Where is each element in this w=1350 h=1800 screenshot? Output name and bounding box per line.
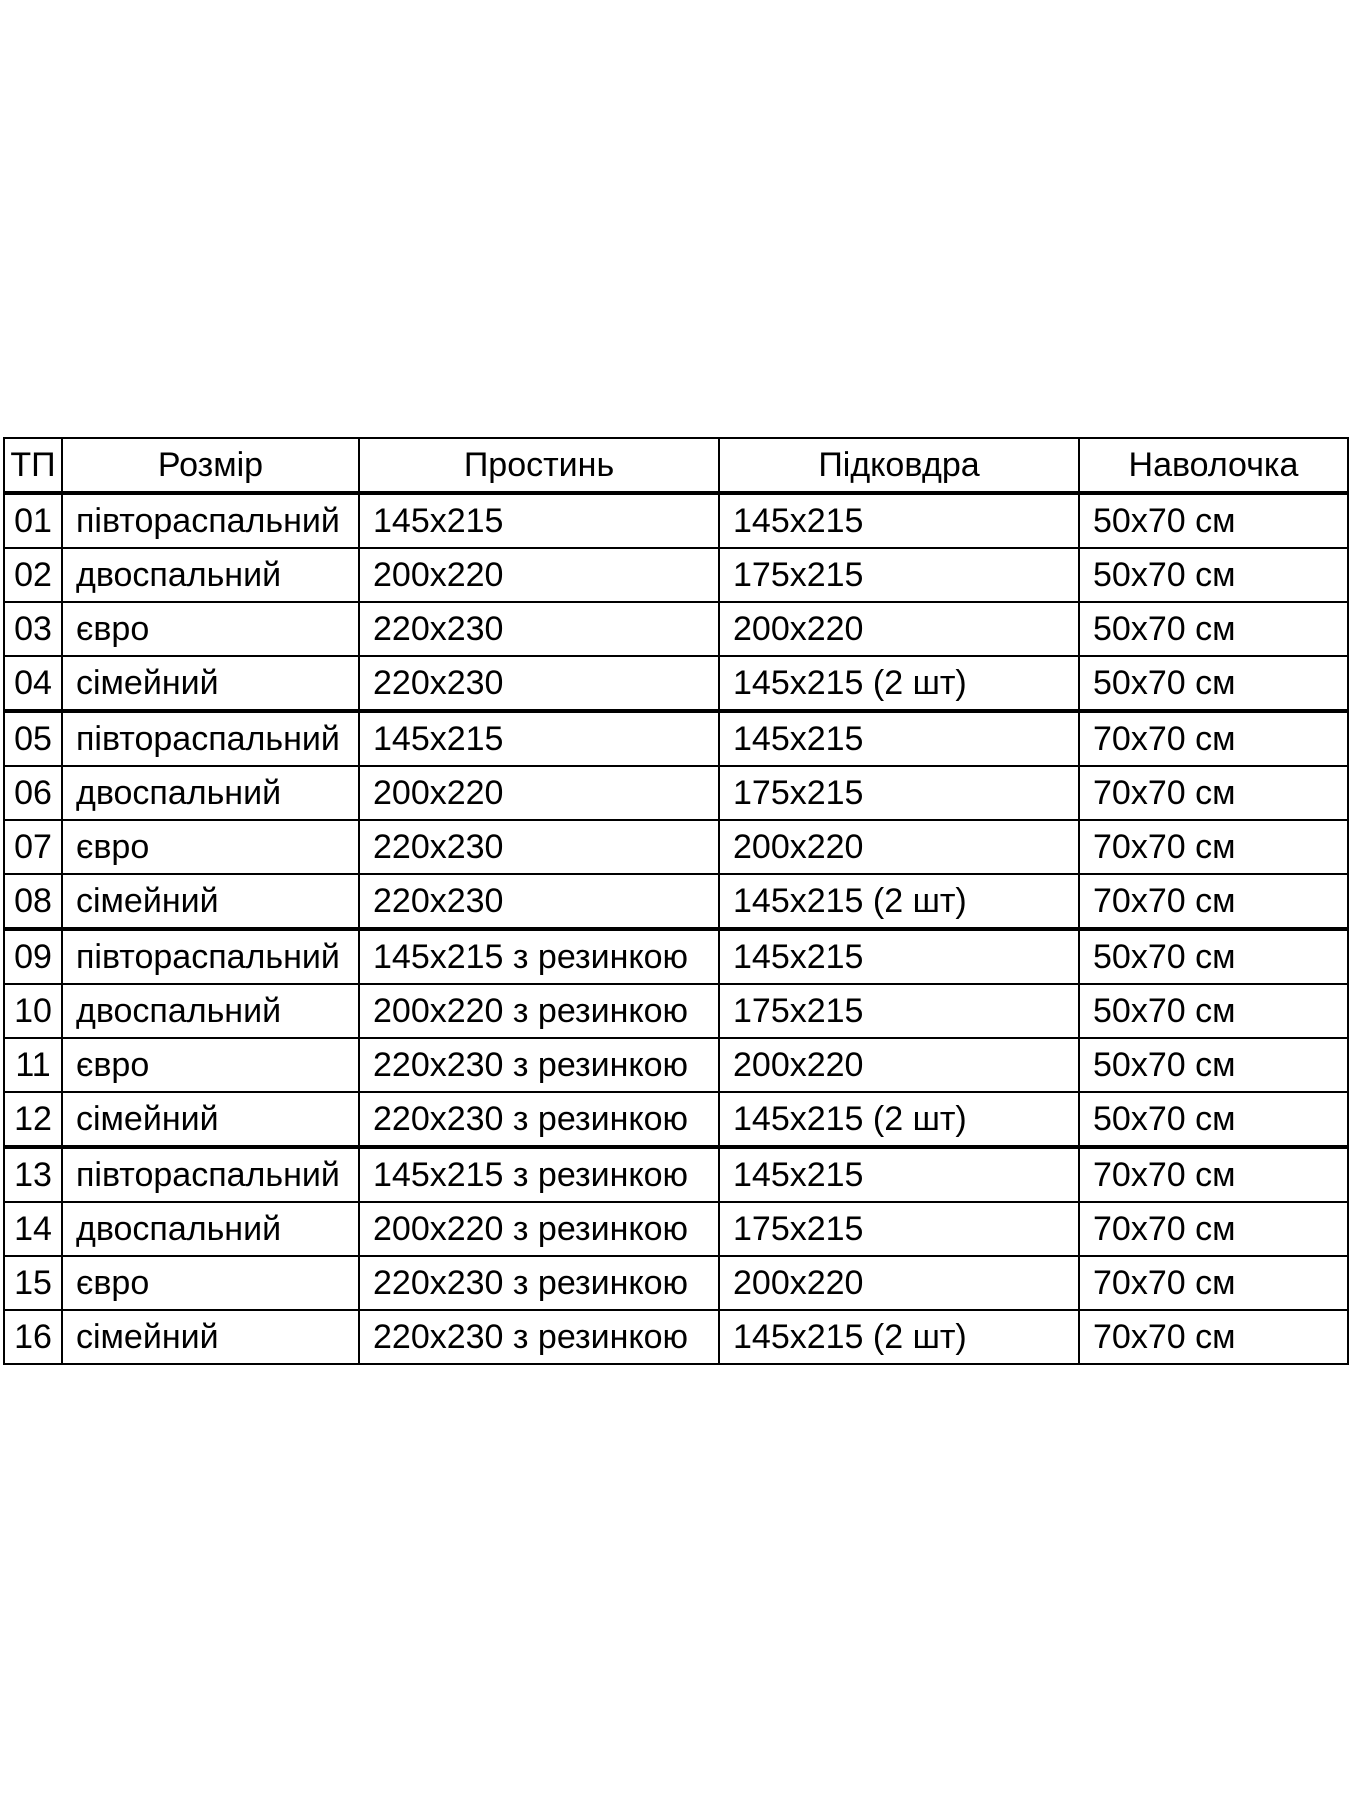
cell-prostyn: 220x230 — [359, 820, 719, 874]
column-header-pidkovdra: Підковдра — [719, 438, 1079, 493]
cell-prostyn: 200x220 з резинкою — [359, 984, 719, 1038]
cell-prostyn: 145x215 з резинкою — [359, 929, 719, 984]
cell-rozmir: сімейний — [62, 1092, 359, 1147]
cell-navolochka: 70x70 см — [1079, 1310, 1348, 1364]
cell-tp: 10 — [4, 984, 62, 1038]
cell-navolochka: 70x70 см — [1079, 820, 1348, 874]
cell-navolochka: 70x70 см — [1079, 766, 1348, 820]
cell-pidkovdra: 145x215 (2 шт) — [719, 874, 1079, 929]
cell-pidkovdra: 200x220 — [719, 820, 1079, 874]
cell-rozmir: двоспальний — [62, 548, 359, 602]
table-row — [4, 656, 1348, 711]
table-row — [4, 1256, 1348, 1310]
cell-tp: 04 — [4, 656, 62, 711]
cell-pidkovdra: 145x215 (2 шт) — [719, 656, 1079, 711]
cell-rozmir: двоспальний — [62, 766, 359, 820]
table-row — [4, 1202, 1348, 1256]
cell-pidkovdra: 175x215 — [719, 984, 1079, 1038]
cell-navolochka: 50x70 см — [1079, 656, 1348, 711]
cell-pidkovdra: 145x215 (2 шт) — [719, 1092, 1079, 1147]
header-row — [4, 438, 1348, 493]
cell-pidkovdra: 145x215 (2 шт) — [719, 1310, 1079, 1364]
cell-pidkovdra: 175x215 — [719, 766, 1079, 820]
cell-tp: 13 — [4, 1147, 62, 1202]
cell-prostyn: 200x220 — [359, 766, 719, 820]
cell-prostyn: 220x230 з резинкою — [359, 1256, 719, 1310]
cell-pidkovdra: 145x215 — [719, 1147, 1079, 1202]
cell-pidkovdra: 200x220 — [719, 1038, 1079, 1092]
cell-tp: 11 — [4, 1038, 62, 1092]
cell-pidkovdra: 145x215 — [719, 493, 1079, 548]
cell-tp: 09 — [4, 929, 62, 984]
table-row — [4, 548, 1348, 602]
table-row — [4, 711, 1348, 766]
cell-prostyn: 200x220 з резинкою — [359, 1202, 719, 1256]
cell-pidkovdra: 145x215 — [719, 711, 1079, 766]
cell-tp: 07 — [4, 820, 62, 874]
cell-tp: 05 — [4, 711, 62, 766]
cell-pidkovdra: 175x215 — [719, 1202, 1079, 1256]
cell-navolochka: 70x70 см — [1079, 711, 1348, 766]
cell-rozmir: сімейний — [62, 1310, 359, 1364]
cell-rozmir: євро — [62, 820, 359, 874]
cell-navolochka: 50x70 см — [1079, 984, 1348, 1038]
cell-prostyn: 220x230 з резинкою — [359, 1092, 719, 1147]
table-row — [4, 929, 1348, 984]
cell-prostyn: 220x230 — [359, 874, 719, 929]
cell-rozmir: сімейний — [62, 656, 359, 711]
cell-rozmir: євро — [62, 1038, 359, 1092]
column-header-navolochka: Наволочка — [1079, 438, 1348, 493]
cell-pidkovdra: 200x220 — [719, 1256, 1079, 1310]
table-row — [4, 1038, 1348, 1092]
cell-rozmir: півтораспальний — [62, 493, 359, 548]
cell-prostyn: 220x230 з резинкою — [359, 1038, 719, 1092]
cell-navolochka: 50x70 см — [1079, 929, 1348, 984]
table-row — [4, 820, 1348, 874]
table-row — [4, 766, 1348, 820]
cell-tp: 01 — [4, 493, 62, 548]
cell-tp: 16 — [4, 1310, 62, 1364]
cell-pidkovdra: 175x215 — [719, 548, 1079, 602]
cell-navolochka: 50x70 см — [1079, 1092, 1348, 1147]
cell-rozmir: євро — [62, 602, 359, 656]
cell-pidkovdra: 145x215 — [719, 929, 1079, 984]
cell-navolochka: 70x70 см — [1079, 1147, 1348, 1202]
bedding-size-table — [3, 437, 1349, 1365]
cell-rozmir: півтораспальний — [62, 1147, 359, 1202]
cell-navolochka: 50x70 см — [1079, 548, 1348, 602]
cell-navolochka: 70x70 см — [1079, 1202, 1348, 1256]
table-row — [4, 493, 1348, 548]
cell-rozmir: двоспальний — [62, 984, 359, 1038]
cell-tp: 03 — [4, 602, 62, 656]
cell-rozmir: євро — [62, 1256, 359, 1310]
cell-navolochka: 50x70 см — [1079, 602, 1348, 656]
cell-prostyn: 145x215 — [359, 493, 719, 548]
column-header-prostyn: Простинь — [359, 438, 719, 493]
cell-tp: 12 — [4, 1092, 62, 1147]
cell-tp: 14 — [4, 1202, 62, 1256]
cell-rozmir: півтораспальний — [62, 711, 359, 766]
cell-navolochka: 50x70 см — [1079, 1038, 1348, 1092]
column-header-rozmir: Розмір — [62, 438, 359, 493]
cell-rozmir: двоспальний — [62, 1202, 359, 1256]
bedding-size-table-container — [3, 437, 1347, 1365]
cell-tp: 02 — [4, 548, 62, 602]
cell-navolochka: 50x70 см — [1079, 493, 1348, 548]
cell-rozmir: сімейний — [62, 874, 359, 929]
cell-tp: 06 — [4, 766, 62, 820]
cell-tp: 08 — [4, 874, 62, 929]
table-row — [4, 1310, 1348, 1364]
table-row — [4, 1147, 1348, 1202]
cell-pidkovdra: 200x220 — [719, 602, 1079, 656]
table-row — [4, 1092, 1348, 1147]
cell-prostyn: 145x215 з резинкою — [359, 1147, 719, 1202]
cell-prostyn: 145x215 — [359, 711, 719, 766]
cell-prostyn: 200x220 — [359, 548, 719, 602]
cell-prostyn: 220x230 — [359, 602, 719, 656]
cell-navolochka: 70x70 см — [1079, 874, 1348, 929]
column-header-tp: ТП — [4, 438, 62, 493]
cell-prostyn: 220x230 з резинкою — [359, 1310, 719, 1364]
cell-navolochka: 70x70 см — [1079, 1256, 1348, 1310]
cell-tp: 15 — [4, 1256, 62, 1310]
cell-prostyn: 220x230 — [359, 656, 719, 711]
cell-rozmir: півтораспальний — [62, 929, 359, 984]
table-row — [4, 602, 1348, 656]
table-row — [4, 874, 1348, 929]
table-row — [4, 984, 1348, 1038]
